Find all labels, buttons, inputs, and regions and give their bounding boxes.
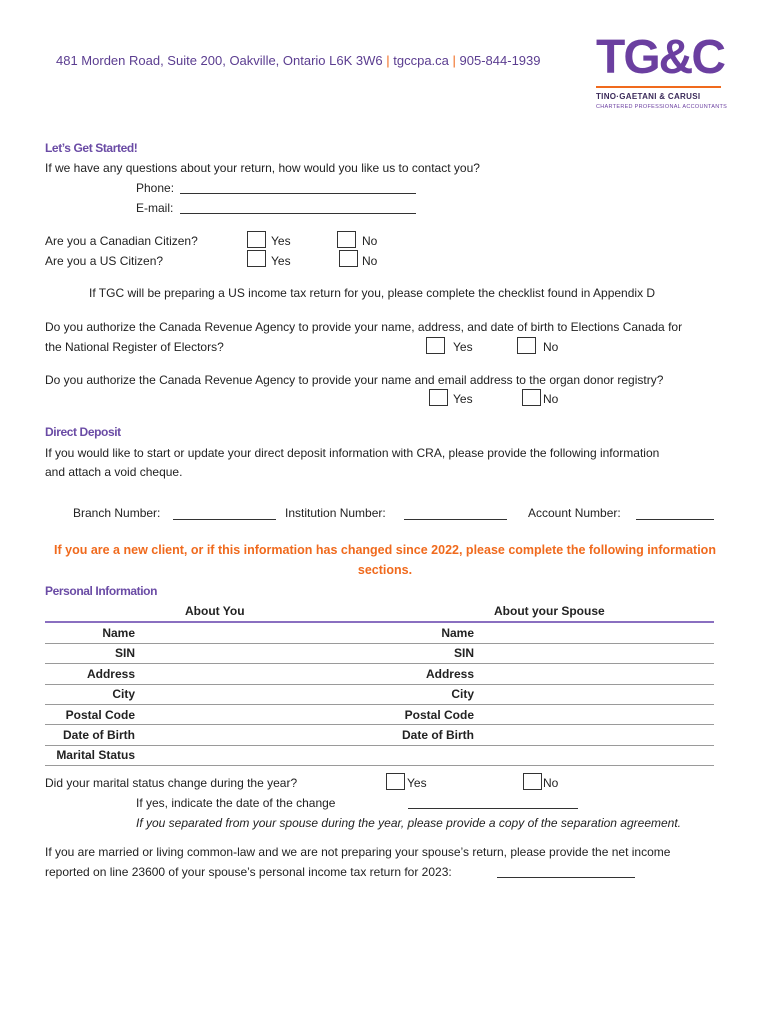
institution-number-field[interactable]: [404, 519, 507, 520]
row-rule-dob: [45, 745, 714, 746]
about-spouse-header: About your Spouse: [494, 604, 605, 618]
spouse-sin-label: SIN: [453, 646, 474, 660]
you-sin-label: SIN: [114, 646, 135, 660]
row-rule-postal: [45, 724, 714, 725]
account-number-field[interactable]: [636, 519, 714, 520]
elections-no-checkbox[interactable]: [517, 337, 536, 354]
organ-yes-label: Yes: [453, 392, 473, 406]
marital-no-label: No: [543, 776, 559, 790]
spouse-dob-label: Date of Birth: [402, 728, 474, 742]
header-contact: 481 Morden Road, Suite 200, Oakville, Ontario L6K 3W6 | tgccpa.ca | 905-844-1939: [56, 53, 541, 68]
spouse-net-income-field[interactable]: [497, 877, 635, 878]
you-address-label: Address: [86, 667, 135, 681]
row-rule-sin: [45, 663, 714, 664]
new-client-notice-line1: If you are a new client, or if this information has changed since 2022, please complete the following information: [54, 543, 716, 557]
marital-yes-label: Yes: [407, 776, 427, 790]
email-field[interactable]: [180, 213, 416, 214]
phone-field[interactable]: [180, 193, 416, 194]
organ-no-checkbox[interactable]: [522, 389, 541, 406]
us-yes-checkbox[interactable]: [247, 250, 266, 267]
net-income-text-line2: reported on line 23600 of your spouse’s personal income tax return for 2023:: [45, 865, 452, 879]
elections-no-label: No: [543, 340, 559, 354]
us-yes-label: Yes: [271, 254, 291, 268]
firm-logo: [596, 31, 732, 116]
you-name-label: Name: [102, 626, 135, 640]
institution-number-label: Institution Number:: [285, 506, 386, 520]
marital-change-date-field[interactable]: [408, 808, 578, 809]
canadian-citizen-question: Are you a Canadian Citizen?: [45, 234, 198, 248]
section-title-personal-info: Personal Information: [45, 584, 158, 598]
website-link[interactable]: tgccpa.ca: [393, 53, 449, 68]
spouse-address-label: Address: [425, 667, 474, 681]
us-citizen-question: Are you a US Citizen?: [45, 254, 164, 268]
phone-label: Phone:: [136, 181, 175, 195]
organ-no-label: No: [543, 392, 559, 406]
about-you-header: About You: [185, 604, 245, 618]
logo-firm-name: TINO·GAETANI & CARUSI: [596, 92, 701, 101]
canadian-yes-label: Yes: [271, 234, 291, 248]
spouse-name-label: Name: [441, 626, 474, 640]
marital-change-date-label: If yes, indicate the date of the change: [136, 796, 336, 810]
us-return-note: If TGC will be preparing a US income tax return for you, please complete the checklist found in Appendix D: [89, 286, 656, 300]
branch-number-field[interactable]: [173, 519, 276, 520]
marital-yes-checkbox[interactable]: [386, 773, 405, 790]
separation-note: If you separated from your spouse during the year, please provide a copy of the separation agreement.: [136, 816, 681, 830]
phone-text: 905-844-1939: [459, 53, 541, 68]
organ-yes-checkbox[interactable]: [429, 389, 448, 406]
contact-question: If we have any questions about your return, how would you like us to contact you?: [45, 161, 480, 175]
elections-yes-label: Yes: [453, 340, 473, 354]
section-title-get-started: Let’s Get Started!: [45, 141, 138, 155]
row-rule-address: [45, 684, 714, 685]
row-rule-city: [45, 704, 714, 705]
you-dob-label: Date of Birth: [63, 728, 135, 742]
canadian-yes-checkbox[interactable]: [247, 231, 266, 248]
organ-donor-question: Do you authorize the Canada Revenue Agency to provide your name and email address to the organ donor registry?: [45, 373, 664, 387]
spouse-postal-label: Postal Code: [404, 708, 474, 722]
new-client-notice-line2: sections.: [357, 563, 413, 577]
marital-no-checkbox[interactable]: [523, 773, 542, 790]
direct-deposit-text-line1: If you would like to start or update your direct deposit information with CRA, please provide the following information: [45, 446, 660, 460]
row-rule-marital: [45, 765, 714, 766]
email-label: E-mail:: [136, 201, 174, 215]
us-no-label: No: [362, 254, 378, 268]
elections-question-line1: Do you authorize the Canada Revenue Agency to provide your name, address, and date of birth to Elections Canada for: [45, 320, 683, 334]
spouse-city-label: City: [451, 687, 474, 701]
elections-question-line2: the National Register of Electors?: [45, 340, 224, 354]
canadian-no-checkbox[interactable]: [337, 231, 356, 248]
branch-number-label: Branch Number:: [73, 506, 161, 520]
you-city-label: City: [112, 687, 135, 701]
net-income-text-line1: If you are married or living common-law and we are not preparing your spouse’s return, please provide the net income: [45, 845, 671, 859]
direct-deposit-text-line2: and attach a void cheque.: [45, 465, 183, 479]
marital-change-question: Did your marital status change during the year?: [45, 776, 298, 790]
address-text: 481 Morden Road, Suite 200, Oakville, Ontario L6K 3W6: [56, 53, 383, 68]
section-title-direct-deposit: Direct Deposit: [45, 425, 121, 439]
you-marital-label: Marital Status: [56, 748, 135, 762]
elections-yes-checkbox[interactable]: [426, 337, 445, 354]
logo-text: TG&C: [596, 31, 724, 84]
canadian-no-label: No: [362, 234, 378, 248]
account-number-label: Account Number:: [528, 506, 621, 520]
us-no-checkbox[interactable]: [339, 250, 358, 267]
row-rule-name: [45, 643, 714, 644]
you-postal-label: Postal Code: [65, 708, 135, 722]
logo-firm-sub: CHARTERED PROFESSIONAL ACCOUNTANTS: [596, 104, 728, 110]
table-header-rule: [45, 621, 714, 623]
